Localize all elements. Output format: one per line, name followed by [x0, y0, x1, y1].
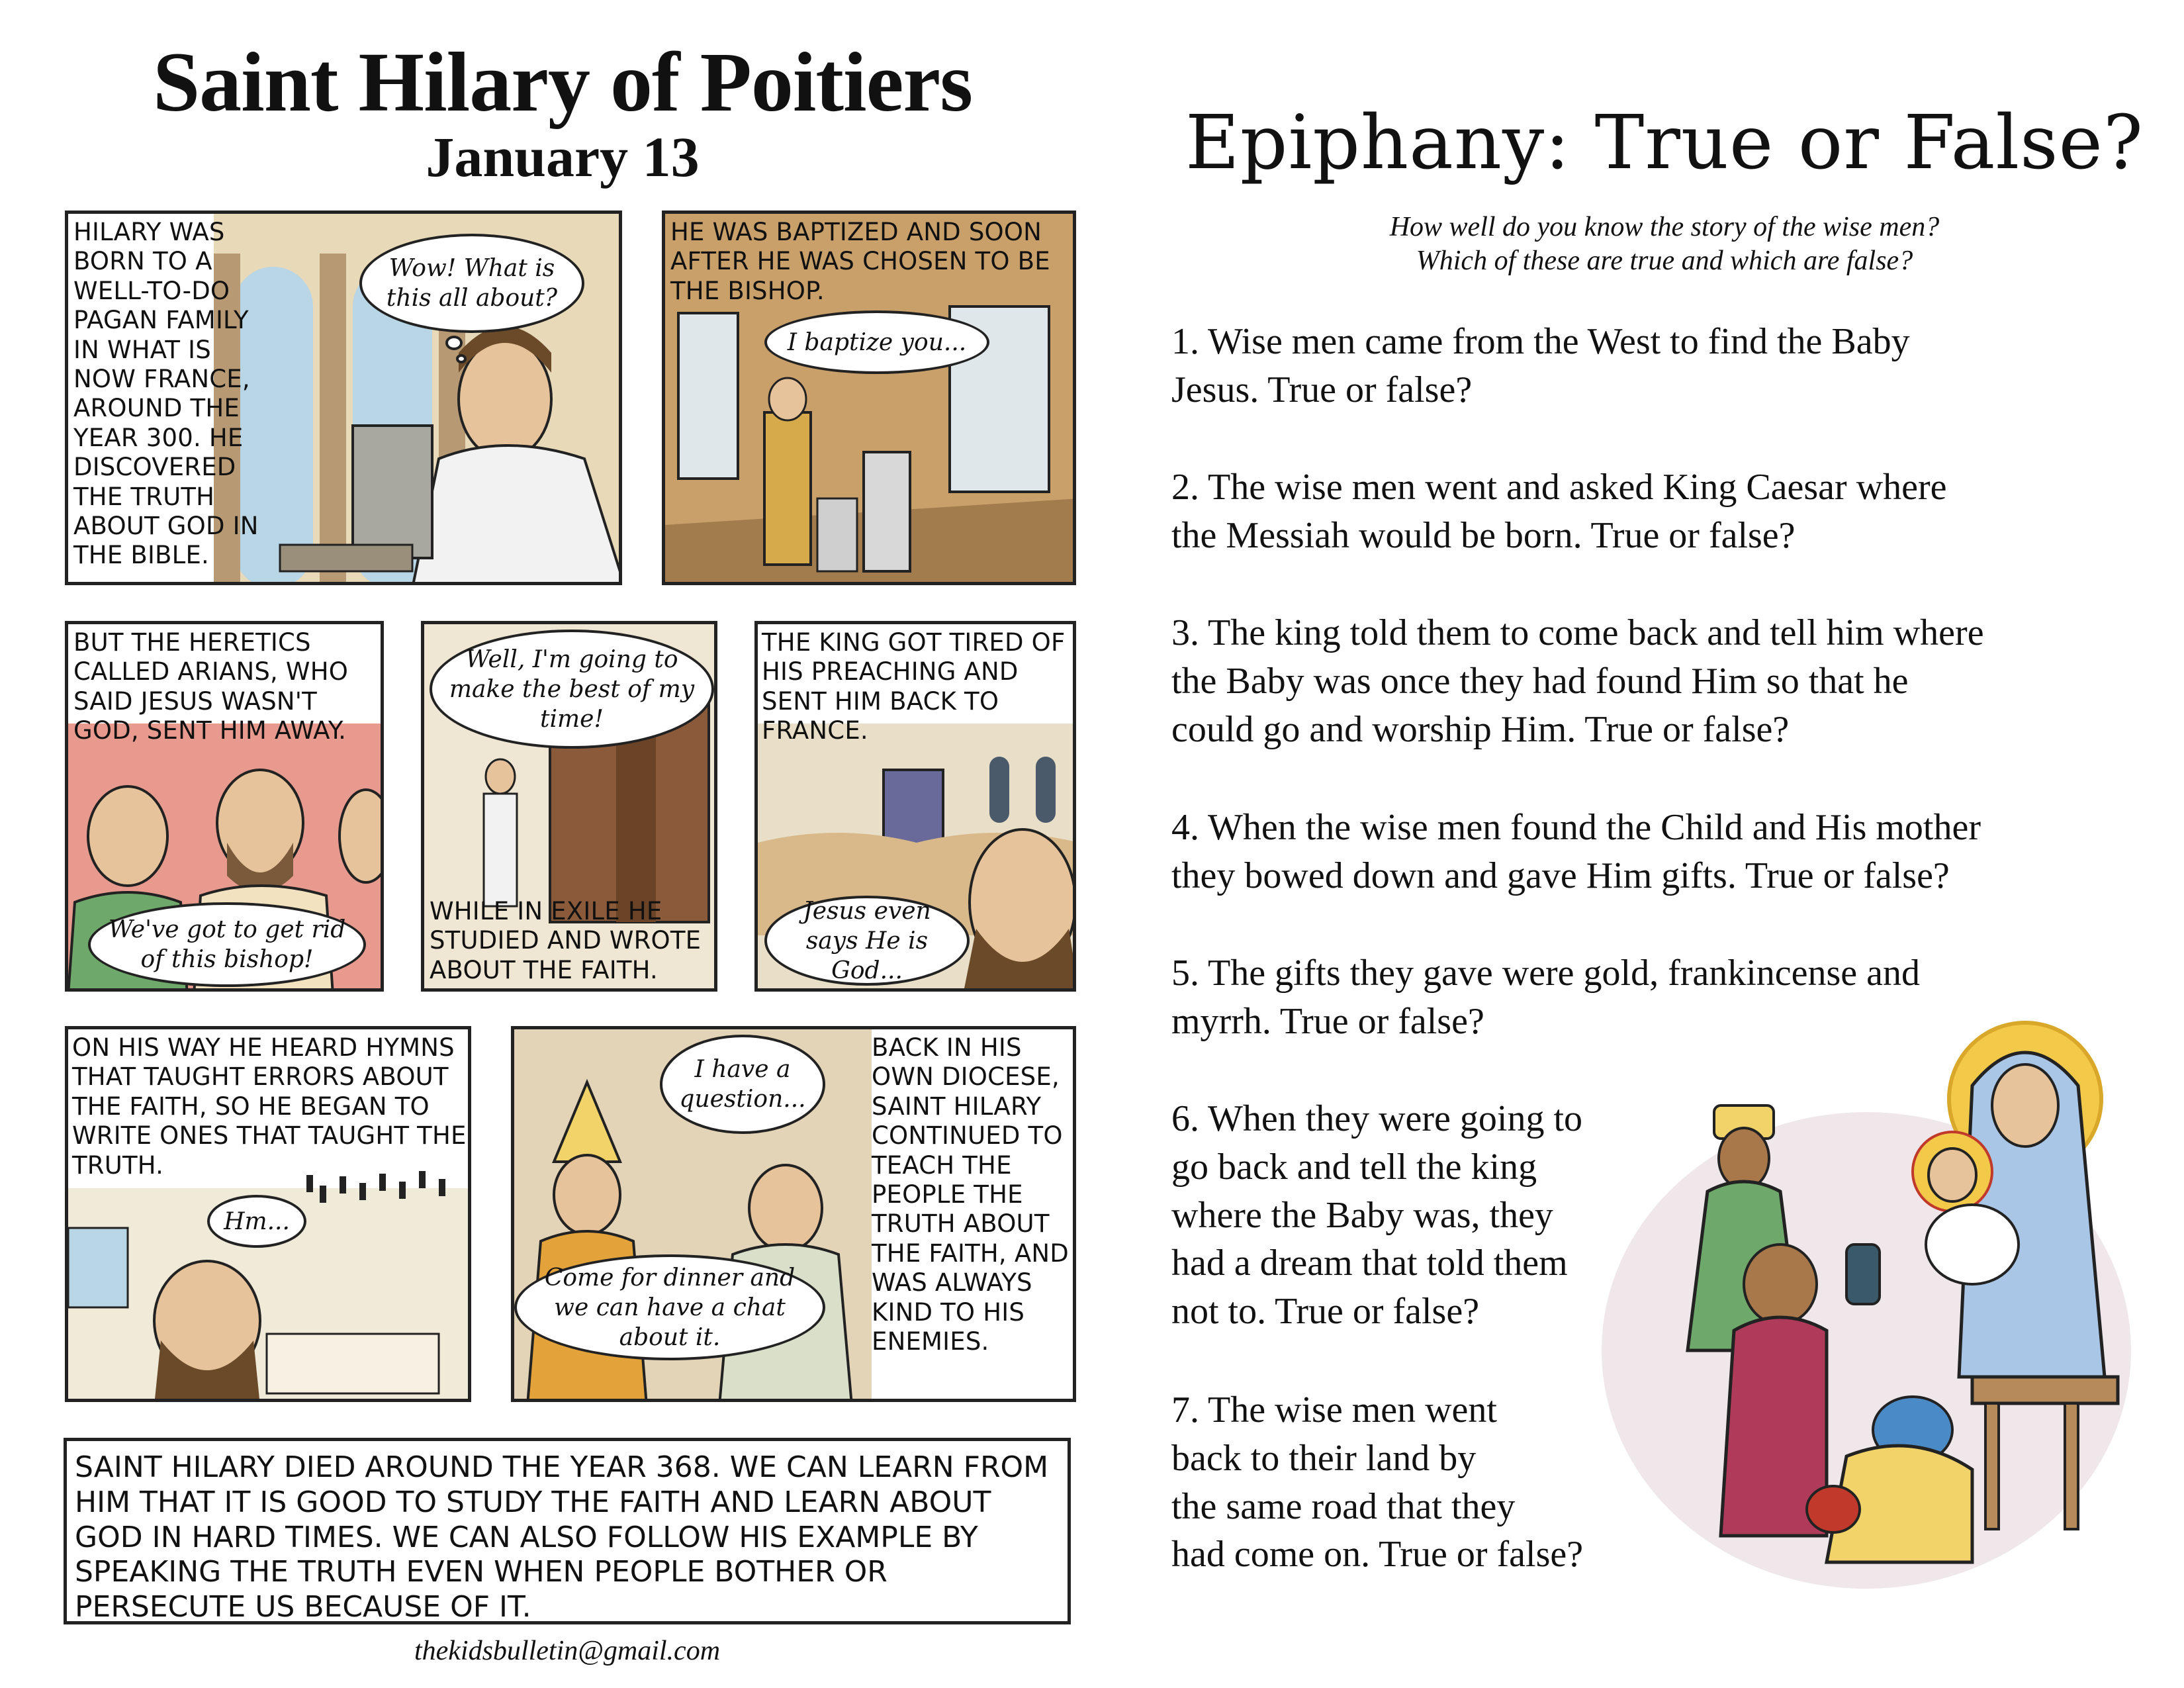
question-line: 6. When they were going to	[1171, 1098, 1583, 1139]
panel-3-speech-bubble: We've got to get rid of this bishop!	[88, 902, 366, 987]
quiz-question-2	[1171, 463, 1947, 560]
comic-panel-2	[662, 211, 1076, 585]
comic-panel-4	[421, 621, 717, 992]
comic-panel-1	[65, 211, 622, 585]
comic-panel-6	[65, 1026, 471, 1402]
panel-7-caption: BACK IN HIS OWN DIOCESE, SAINT HILARY CONTINUED TO TEACH THE PEOPLE THE TRUTH ABOUT THE FAITH, AND WAS ALWAYS KIND TO HIS ENEMIES.	[872, 1033, 1069, 1356]
question-line: go back and tell the king	[1171, 1146, 1537, 1188]
question-line: had come on. True or false?	[1171, 1534, 1584, 1575]
nativity-illustration	[1602, 1006, 2131, 1615]
panel-7-speech-bubble-question: I have a question...	[660, 1035, 825, 1134]
panel-2-speech-bubble: I baptize you...	[764, 310, 989, 374]
quiz-question-3	[1171, 609, 1984, 753]
summary-box: SAINT HILARY DIED AROUND THE YEAR 368. WE CAN LEARN FROM HIM THAT IT IS GOOD TO STUDY THE FAITH AND LEARN ABOUT GOD IN HARD TIMES. WE CAN ALSO FOLLOW HIS EXAMPLE BY SPEAKING THE TRUTH EVEN WHEN PEOPLE BOTHER OR PERSECUTE US BECAUSE OF IT.	[64, 1438, 1071, 1624]
quiz-question-7	[1171, 1386, 1583, 1579]
panel-1-caption: HILARY WAS BORN TO A WELL-TO-DO PAGAN FAMILY IN WHAT IS NOW FRANCE, AROUND THE YEAR 300. HE DISCOVERED THE TRUTH ABOUT GOD IN THE BIBLE.	[73, 218, 259, 570]
feast-date: January 13	[426, 125, 700, 189]
panel-2-caption: HE WAS BAPTIZED AND SOON AFTER HE WAS CHOSEN TO BE THE BISHOP.	[670, 218, 1050, 305]
question-line: 7. The wise men went	[1171, 1389, 1497, 1430]
quiz-intro	[1165, 211, 2164, 278]
panel-6-caption: ON HIS WAY HE HEARD HYMNS THAT TAUGHT ERRORS ABOUT THE FAITH, SO HE BEGAN TO WRITE ONES THAT TAUGHT THE TRUTH.	[72, 1033, 467, 1180]
quiz-title: Epiphany: True or False?	[1185, 100, 2144, 186]
quiz-intro-line-1: How well do you know the story of the wise men?	[1389, 212, 1940, 242]
question-line: myrrh. True or false?	[1171, 1000, 1484, 1042]
question-line: had a dream that told them	[1171, 1243, 1568, 1284]
comic-panel-5	[754, 621, 1076, 992]
question-line: 3. The king told them to come back and tell him where	[1171, 612, 1984, 653]
panel-3-caption: BUT THE HERETICS CALLED ARIANS, WHO SAID JESUS WASN'T GOD, SENT HIM AWAY.	[73, 628, 349, 745]
page-title: Saint Hilary of Poitiers	[152, 35, 973, 129]
panel-5-caption: THE KING GOT TIRED OF HIS PREACHING AND SENT HIM BACK TO FRANCE.	[762, 628, 1066, 745]
thought-dot	[445, 336, 463, 350]
question-line: 2. The wise men went and asked King Caesar where	[1171, 467, 1947, 508]
quiz-question-4	[1171, 804, 1981, 900]
thought-dot	[456, 354, 467, 363]
question-line: 4. When the wise men found the Child and His mother	[1171, 807, 1981, 848]
question-line: the Baby was once they had found Him so that he	[1171, 660, 1909, 702]
panel-4-speech-bubble: Well, I'm going to make the best of my time!	[430, 630, 714, 749]
panel-1-speech-bubble: Wow! What is this all about?	[359, 234, 584, 333]
question-line: the Messiah would be born. True or false?	[1171, 514, 1796, 556]
panel-4-caption: WHILE IN EXILE HE STUDIED AND WROTE ABOUT THE FAITH.	[430, 897, 702, 984]
panel-5-speech-bubble: Jesus even says He is God...	[764, 896, 970, 986]
question-line: Jesus. True or false?	[1171, 369, 1473, 410]
quiz-intro-line-2: Which of these are true and which are false?	[1416, 246, 1913, 277]
contact-email: thekidsbulletin@gmail.com	[414, 1636, 721, 1666]
quiz-question-6	[1171, 1095, 1582, 1336]
question-line: back to their land by	[1171, 1437, 1477, 1479]
comic-panel-3	[65, 621, 384, 992]
quiz-question-1	[1171, 318, 1910, 414]
question-line: 1. Wise men came from the West to find the Baby	[1171, 321, 1910, 362]
question-line: they bowed down and gave Him gifts. True or false?	[1171, 855, 1950, 896]
panel-7-speech-bubble-dinner: Come for dinner and we can have a chat about it.	[514, 1254, 825, 1360]
question-line: the same road that they	[1171, 1485, 1516, 1527]
question-line: could go and worship Him. True or false?	[1171, 708, 1790, 750]
question-line: 5. The gifts they gave were gold, frankincense and	[1171, 953, 1921, 994]
comic-panel-7	[511, 1026, 1076, 1402]
question-line: not to. True or false?	[1171, 1291, 1480, 1333]
question-line: where the Baby was, they	[1171, 1194, 1553, 1236]
panel-6-speech-bubble: Hm...	[207, 1195, 306, 1248]
